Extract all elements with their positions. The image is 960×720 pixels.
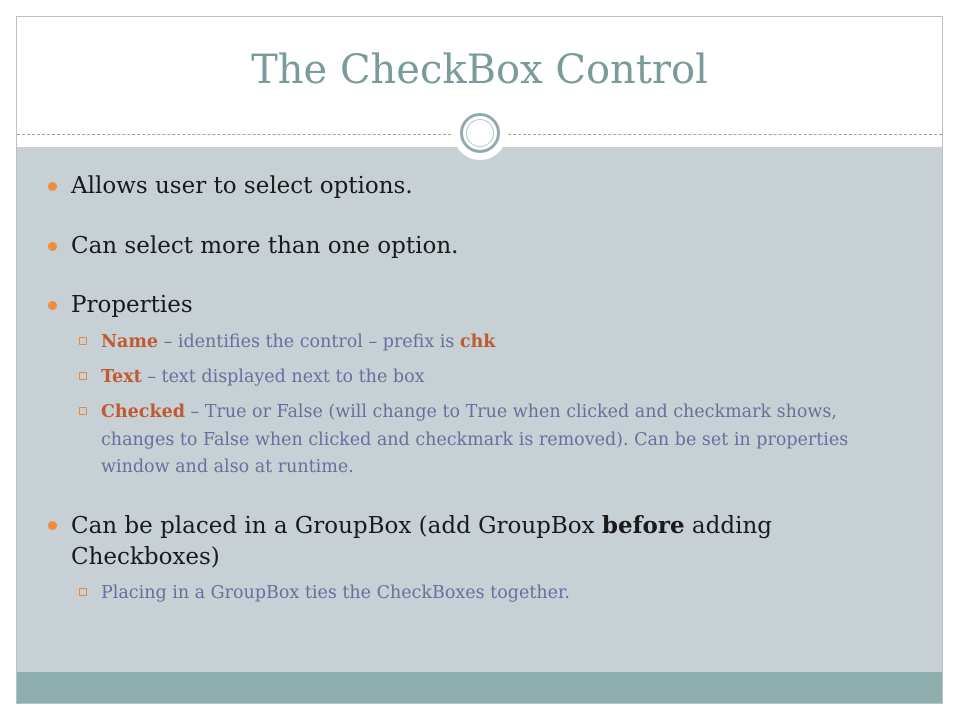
square-bullet-icon (79, 337, 87, 345)
bullet-properties (71, 290, 861, 320)
bullet-text-before: Can be placed in a GroupBox (add GroupBox (71, 513, 602, 539)
sub-bullet-text: – identifies the control – prefix is (158, 332, 460, 352)
bullet-allows-select (71, 171, 861, 201)
bullet-list (17, 17, 942, 703)
slide-title: The CheckBox Control (251, 47, 708, 93)
sub-bullet-text: – text displayed next to the box (141, 367, 425, 387)
keyword-checked: Checked (101, 402, 185, 422)
bullet-select-multiple (71, 231, 861, 261)
sub-bullet-name (101, 329, 871, 356)
bullet-text: Can select more than one option. (71, 233, 459, 259)
sub-bullet-text-property (101, 364, 871, 391)
sub-bullet-text: Placing in a GroupBox ties the CheckBoxes together. (101, 583, 570, 603)
sub-bullet-checked (101, 399, 871, 482)
bullet-dot-icon (48, 301, 57, 310)
keyword-name: Name (101, 332, 158, 352)
bullet-dot-icon (48, 242, 57, 251)
keyword-text: Text (101, 367, 142, 387)
sub-bullet-text: – True or False (will change to True when clicked and checkmark shows, changes to False when clicked and checkmark is removed). Can be set in properties window and also at runtime. (101, 402, 849, 477)
keyword-chk: chk (459, 332, 496, 352)
square-bullet-icon (79, 407, 87, 415)
slide (16, 16, 943, 704)
sub-bullet-groupbox (101, 580, 871, 607)
bullet-text-bold: before (601, 512, 685, 539)
square-bullet-icon (79, 588, 87, 596)
bullet-text: Properties (71, 292, 193, 318)
bullet-dot-icon (48, 182, 57, 191)
bullet-dot-icon (48, 521, 57, 530)
square-bullet-icon (79, 372, 87, 380)
bullet-text: Allows user to select options. (71, 173, 413, 199)
bullet-groupbox (71, 510, 861, 573)
bullet-text-after: adding Checkboxes) (71, 513, 772, 570)
